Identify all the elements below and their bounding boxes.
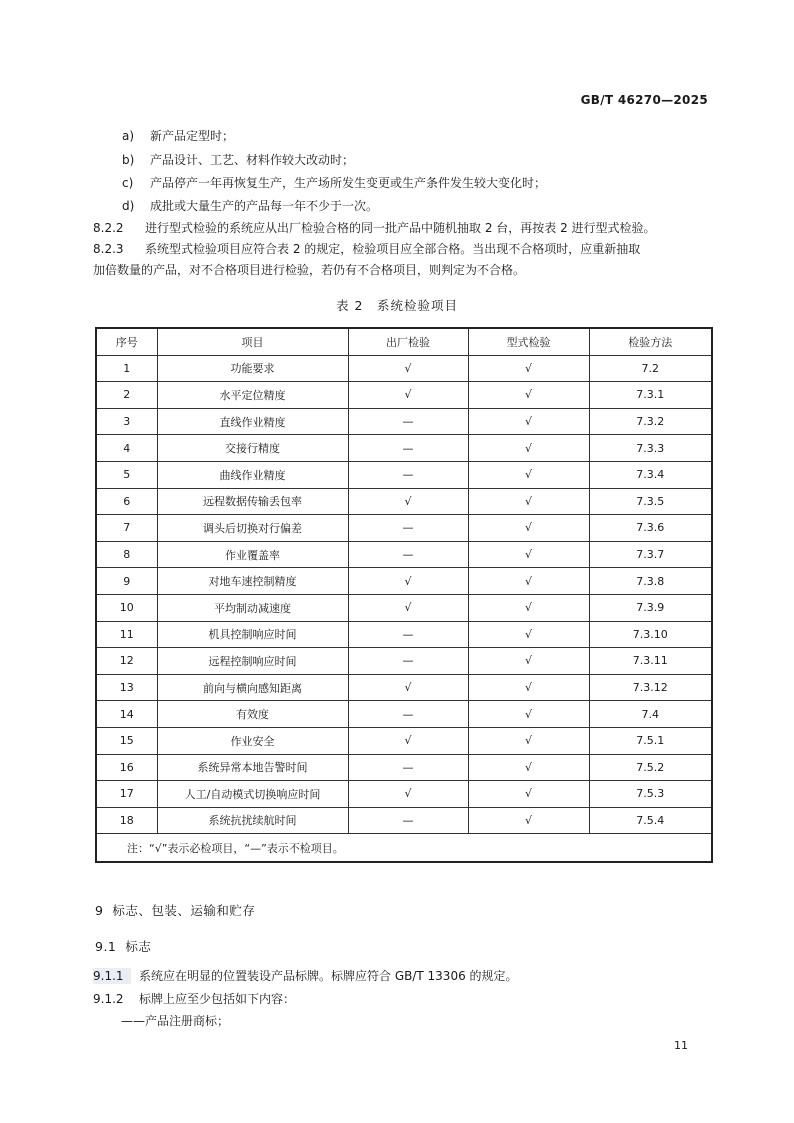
row-type-inspection: √ (468, 727, 589, 754)
row-type-inspection: √ (468, 621, 589, 648)
table-row (96, 461, 712, 488)
section-number: 9.1 (95, 939, 117, 954)
row-seq: 17 (96, 781, 157, 808)
clause-text: 标牌上应至少包括如下内容： (139, 992, 296, 1006)
row-type-inspection: √ (468, 594, 589, 621)
table-row (96, 674, 712, 701)
list-item-d (122, 198, 378, 214)
section-title: 标志 (125, 939, 152, 954)
row-item: 交接行精度 (157, 435, 348, 462)
row-seq: 11 (96, 621, 157, 648)
row-item: 系统异常本地告警时间 (157, 754, 348, 781)
row-type-inspection: √ (468, 355, 589, 382)
row-seq: 15 (96, 727, 157, 754)
row-item: 直线作业精度 (157, 408, 348, 435)
list-label: a) (122, 129, 135, 143)
table-row (96, 435, 712, 462)
row-seq: 14 (96, 701, 157, 728)
clause-number: 8.2.2 (93, 221, 124, 235)
row-type-inspection: √ (468, 807, 589, 834)
row-item: 调头后切换对行偏差 (157, 515, 348, 542)
table-header-row (96, 328, 712, 355)
list-label: b) (122, 153, 135, 167)
row-factory-inspection: √ (348, 488, 468, 515)
row-test-method: 7.5.1 (589, 727, 712, 754)
header-type-inspection: 型式检验 (468, 328, 589, 355)
row-test-method: 7.3.9 (589, 594, 712, 621)
row-factory-inspection: √ (348, 568, 468, 595)
clause-number: 9.1.1 (93, 968, 131, 984)
clause-8-2-2 (93, 220, 656, 236)
row-seq: 10 (96, 594, 157, 621)
list-text: 成批或大量生产的产品每一年不少于一次。 (150, 199, 379, 213)
table-row (96, 727, 712, 754)
row-type-inspection: √ (468, 674, 589, 701)
clause-9-1-2 (93, 991, 295, 1007)
row-factory-inspection: — (348, 807, 468, 834)
row-test-method: 7.5.2 (589, 754, 712, 781)
row-type-inspection: √ (468, 435, 589, 462)
list-item-a (122, 128, 234, 144)
row-seq: 6 (96, 488, 157, 515)
row-type-inspection: √ (468, 781, 589, 808)
section-9-1-heading (95, 937, 151, 955)
row-test-method: 7.3.2 (589, 408, 712, 435)
row-test-method: 7.3.3 (589, 435, 712, 462)
inspection-items-table (95, 327, 713, 863)
header-item: 项目 (157, 328, 348, 355)
table-row (96, 621, 712, 648)
row-type-inspection: √ (468, 461, 589, 488)
row-item: 曲线作业精度 (157, 461, 348, 488)
row-test-method: 7.3.12 (589, 674, 712, 701)
row-test-method: 7.4 (589, 701, 712, 728)
table-row (96, 355, 712, 382)
list-text: 产品设计、工艺、材料作较大改动时； (150, 153, 355, 167)
section-title: 标志、包装、运输和贮存 (112, 903, 256, 918)
row-factory-inspection: √ (348, 382, 468, 409)
row-seq: 2 (96, 382, 157, 409)
table-row (96, 488, 712, 515)
clause-8-2-3 (93, 241, 640, 257)
row-item: 系统抗扰续航时间 (157, 807, 348, 834)
row-seq: 4 (96, 435, 157, 462)
list-text: 产品停产一年再恢复生产，生产场所发生变更或生产条件发生较大变化时； (150, 176, 547, 190)
row-factory-inspection: — (348, 435, 468, 462)
row-item: 远程控制响应时间 (157, 648, 348, 675)
list-item-c (122, 175, 546, 191)
row-factory-inspection: — (348, 408, 468, 435)
row-test-method: 7.2 (589, 355, 712, 382)
table-caption: 表 2 系统检验项目 (336, 298, 458, 313)
row-type-inspection: √ (468, 541, 589, 568)
page-number: 11 (674, 1039, 688, 1052)
table-row (96, 594, 712, 621)
row-factory-inspection: — (348, 701, 468, 728)
table-row (96, 568, 712, 595)
row-factory-inspection: √ (348, 674, 468, 701)
row-factory-inspection: √ (348, 355, 468, 382)
row-type-inspection: √ (468, 488, 589, 515)
row-factory-inspection: — (348, 541, 468, 568)
row-factory-inspection: — (348, 621, 468, 648)
row-factory-inspection: √ (348, 594, 468, 621)
row-seq: 3 (96, 408, 157, 435)
row-seq: 1 (96, 355, 157, 382)
row-test-method: 7.5.3 (589, 781, 712, 808)
table-row (96, 781, 712, 808)
list-label: d) (122, 199, 135, 213)
row-factory-inspection: — (348, 515, 468, 542)
row-factory-inspection: √ (348, 781, 468, 808)
row-item: 机具控制响应时间 (157, 621, 348, 648)
header-seq: 序号 (96, 328, 157, 355)
table-row (96, 754, 712, 781)
table-row (96, 515, 712, 542)
row-item: 人工/自动模式切换响应时间 (157, 781, 348, 808)
header-factory-inspection: 出厂检验 (348, 328, 468, 355)
row-factory-inspection: √ (348, 727, 468, 754)
dash-list-item: ——产品注册商标； (121, 1014, 230, 1028)
list-label: c) (122, 176, 134, 190)
table-row (96, 807, 712, 834)
row-test-method: 7.3.4 (589, 461, 712, 488)
clause-number: 8.2.3 (93, 242, 124, 256)
clause-text: 系统型式检验项目应符合表 2 的规定，检验项目应全部合格。当出现不合格项时，应重新抽取 (145, 242, 641, 256)
clause-8-2-3-continued: 加倍数量的产品，对不合格项目进行检验，若仍有不合格项目，则判定为不合格。 (93, 263, 526, 277)
header-test-method: 检验方法 (589, 328, 712, 355)
row-item: 功能要求 (157, 355, 348, 382)
clause-text: 进行型式检验的系统应从出厂检验合格的同一批产品中随机抽取 2 台，再按表 2 进行型式检验。 (145, 221, 656, 235)
row-test-method: 7.3.6 (589, 515, 712, 542)
standard-code-header: GB/T 46270—2025 (580, 93, 708, 107)
row-type-inspection: √ (468, 515, 589, 542)
row-seq: 13 (96, 674, 157, 701)
row-factory-inspection: — (348, 461, 468, 488)
row-factory-inspection: — (348, 754, 468, 781)
row-item: 前向与横向感知距离 (157, 674, 348, 701)
row-type-inspection: √ (468, 754, 589, 781)
section-number: 9 (95, 903, 104, 918)
row-item: 作业覆盖率 (157, 541, 348, 568)
row-seq: 8 (96, 541, 157, 568)
row-item: 作业安全 (157, 727, 348, 754)
row-item: 水平定位精度 (157, 382, 348, 409)
table-row (96, 382, 712, 409)
row-seq: 5 (96, 461, 157, 488)
row-seq: 16 (96, 754, 157, 781)
row-test-method: 7.3.10 (589, 621, 712, 648)
row-test-method: 7.3.11 (589, 648, 712, 675)
row-item: 平均制动减速度 (157, 594, 348, 621)
table-row (96, 701, 712, 728)
row-seq: 12 (96, 648, 157, 675)
row-seq: 9 (96, 568, 157, 595)
list-text: 新产品定型时； (150, 129, 235, 143)
section-9-heading (95, 901, 255, 919)
table-note-row (96, 834, 712, 863)
row-factory-inspection: — (348, 648, 468, 675)
row-type-inspection: √ (468, 648, 589, 675)
row-type-inspection: √ (468, 408, 589, 435)
row-seq: 7 (96, 515, 157, 542)
clause-text: 系统应在明显的位置装设产品标牌。标牌应符合 GB/T 13306 的规定。 (139, 969, 518, 983)
clause-9-1-1 (93, 968, 518, 984)
row-type-inspection: √ (468, 568, 589, 595)
row-item: 有效度 (157, 701, 348, 728)
clause-number: 9.1.2 (93, 992, 124, 1006)
row-type-inspection: √ (468, 701, 589, 728)
table-row (96, 648, 712, 675)
row-test-method: 7.3.1 (589, 382, 712, 409)
row-test-method: 7.3.5 (589, 488, 712, 515)
row-test-method: 7.5.4 (589, 807, 712, 834)
row-test-method: 7.3.7 (589, 541, 712, 568)
row-type-inspection: √ (468, 382, 589, 409)
row-seq: 18 (96, 807, 157, 834)
list-item-b (122, 152, 354, 168)
row-item: 远程数据传输丢包率 (157, 488, 348, 515)
row-test-method: 7.3.8 (589, 568, 712, 595)
table-row (96, 541, 712, 568)
table-note: 注：“√”表示必检项目，“—”表示不检项目。 (96, 834, 712, 863)
row-item: 对地车速控制精度 (157, 568, 348, 595)
table-row (96, 408, 712, 435)
